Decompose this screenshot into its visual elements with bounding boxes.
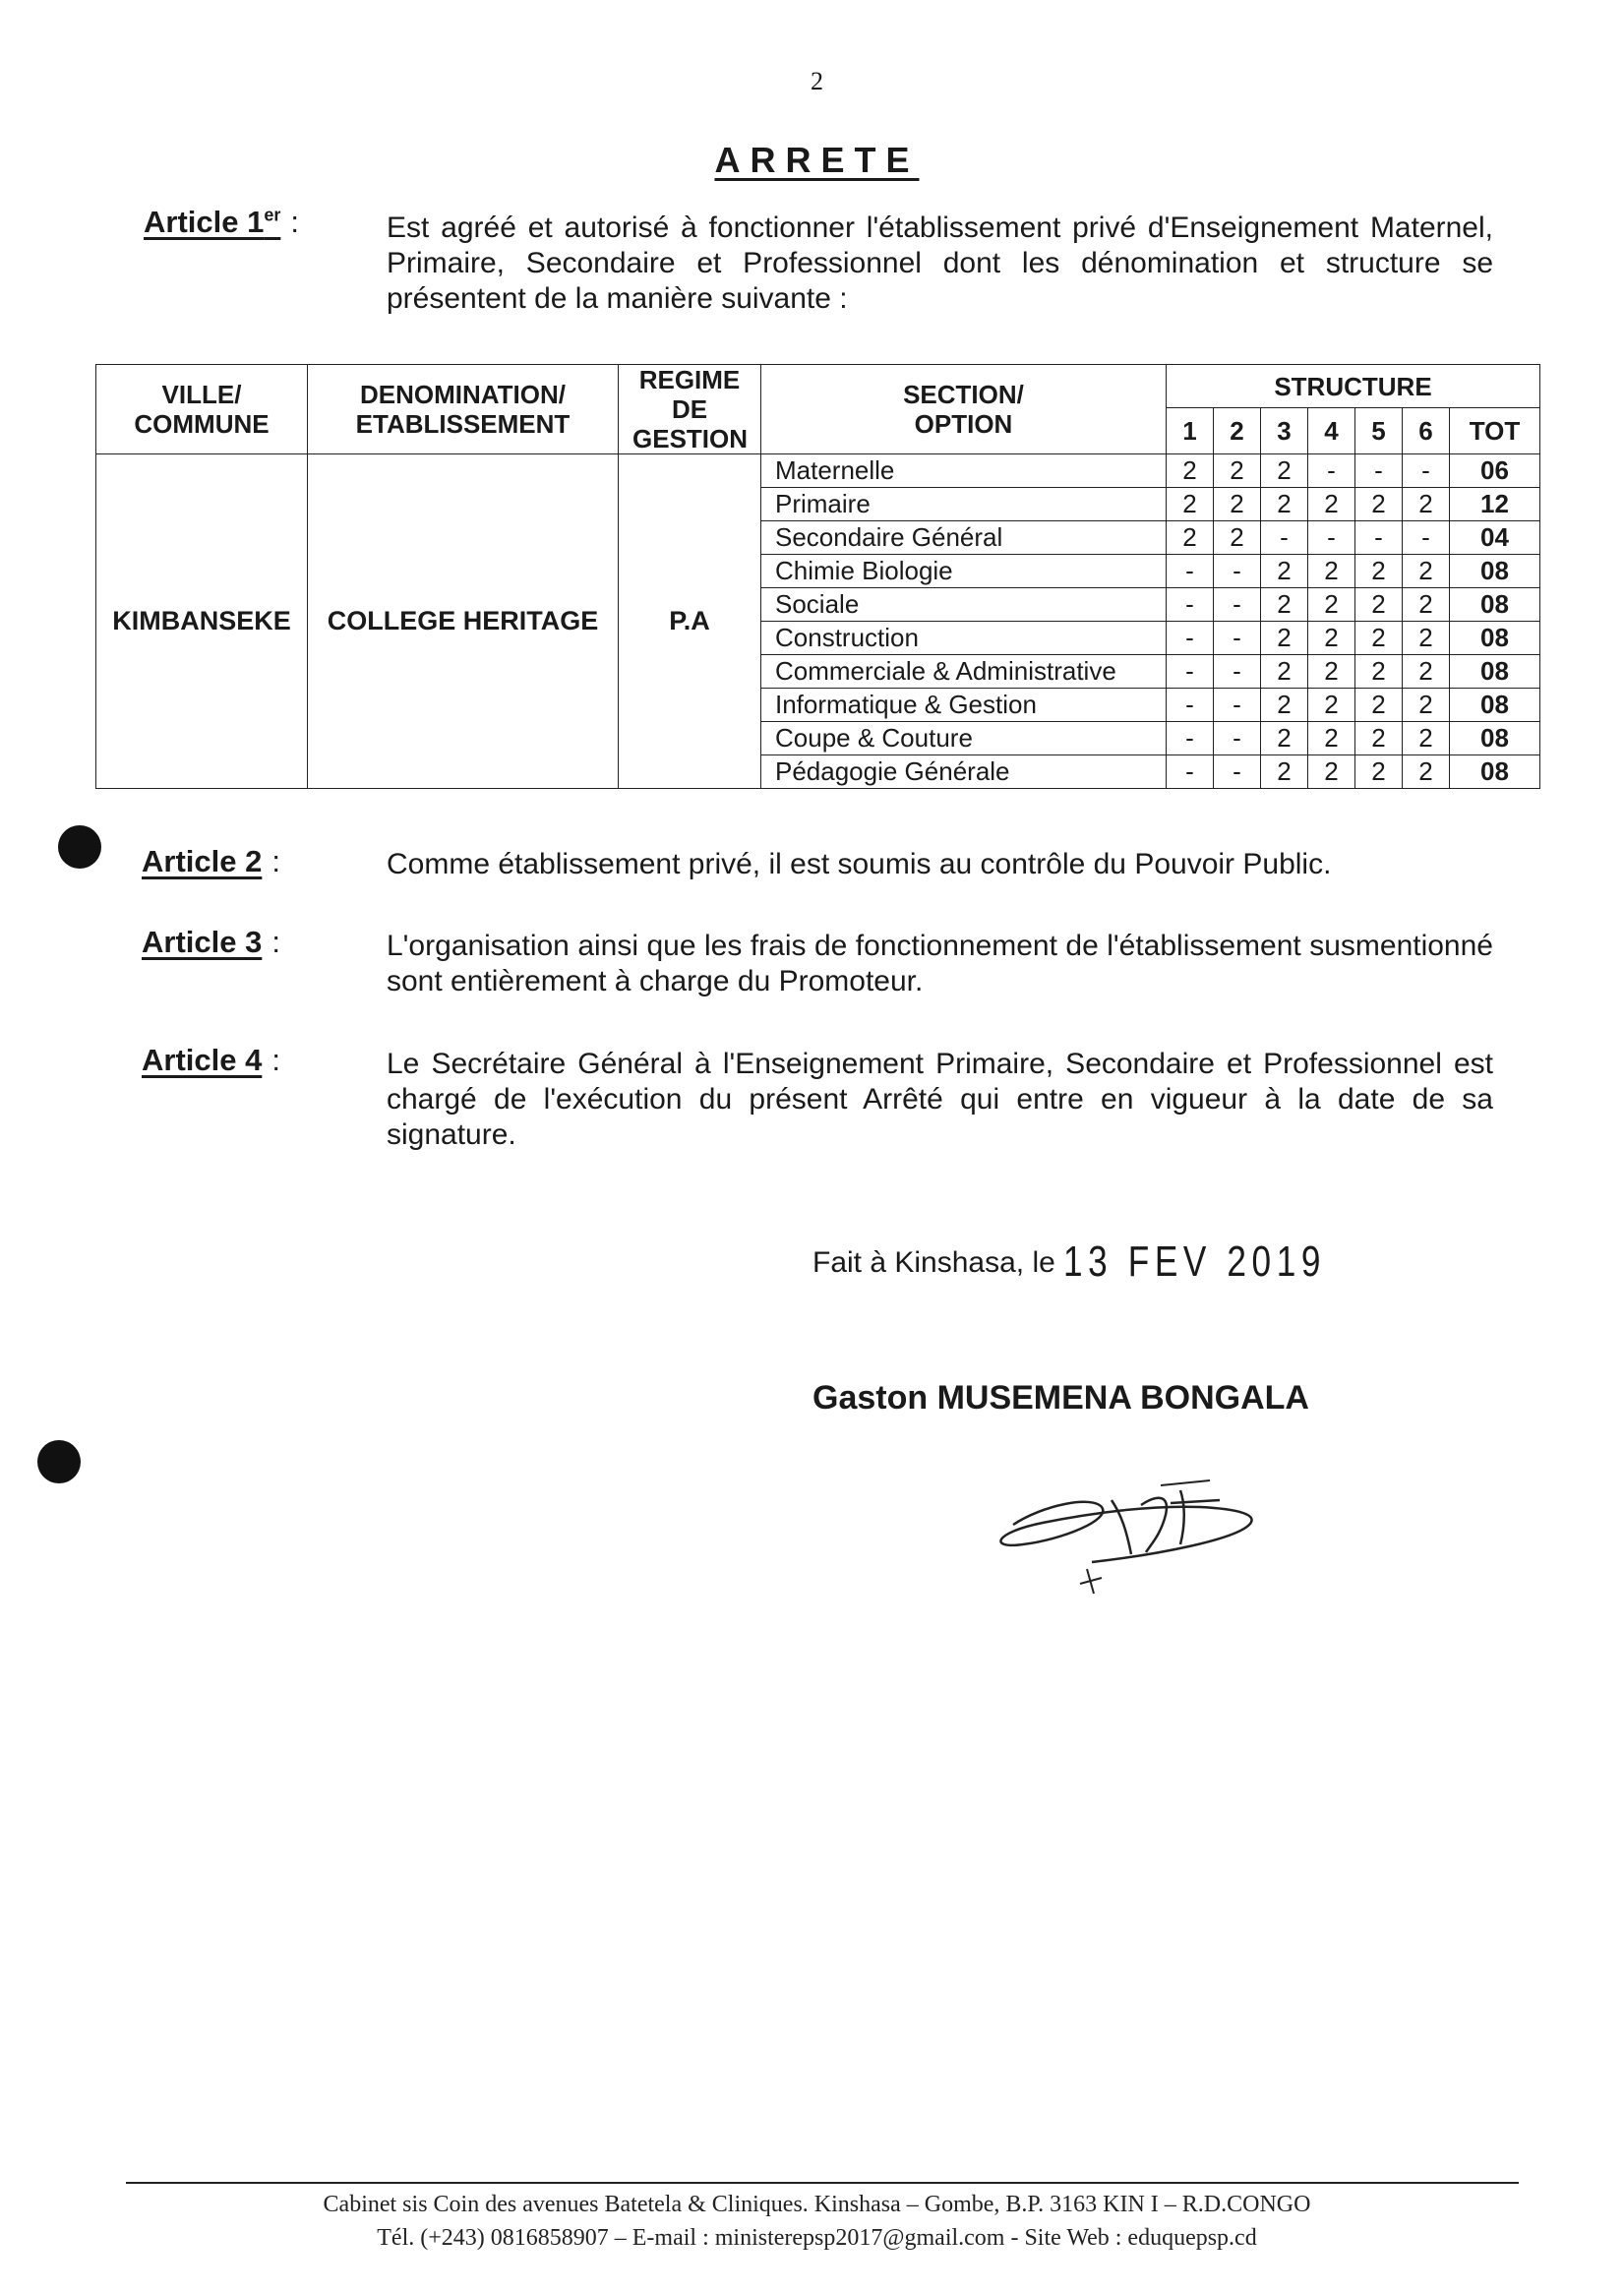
footer-address: Cabinet sis Coin des avenues Batetela & Cliniques. Kinshasa – Gombe, B.P. 3163 KIN I – R.D.CONGO	[323, 2192, 1311, 2217]
cell-year-5: 2	[1355, 488, 1403, 521]
cell-year-5: 2	[1355, 755, 1403, 789]
article-2-text: Comme établissement privé, il est soumis au contrôle du Pouvoir Public.	[387, 848, 1332, 880]
cell-year-1: -	[1167, 689, 1214, 722]
cell-denomination: COLLEGE HERITAGE	[308, 454, 619, 789]
cell-year-1: -	[1167, 622, 1214, 655]
cell-section: Chimie Biologie	[761, 555, 1167, 588]
article-2-colon: :	[271, 844, 280, 878]
article-4-label	[142, 1043, 280, 1078]
cell-year-1: 2	[1167, 454, 1214, 488]
cell-year-3: 2	[1261, 488, 1308, 521]
footer-contact: Tél. (+243) 0816858907 – E-mail : ministerepsp2017@gmail.com - Site Web : eduquepsp.cd	[377, 2225, 1257, 2251]
header-structure: STRUCTURE	[1167, 365, 1540, 408]
cell-year-5: 2	[1355, 588, 1403, 622]
cell-year-5: -	[1355, 454, 1403, 488]
cell-year-5: 2	[1355, 655, 1403, 689]
cell-year-2: -	[1214, 689, 1261, 722]
article-1-colon: :	[290, 205, 299, 239]
cell-total: 08	[1450, 722, 1540, 755]
cell-total: 08	[1450, 655, 1540, 689]
cell-section: Informatique & Gestion	[761, 689, 1167, 722]
cell-year-6: -	[1403, 521, 1450, 555]
cell-year-6: 2	[1403, 588, 1450, 622]
article-3-label	[142, 925, 280, 960]
cell-year-3: -	[1261, 521, 1308, 555]
cell-regime: P.A	[619, 454, 761, 789]
cell-year-2: -	[1214, 722, 1261, 755]
signer-name: Gaston MUSEMENA BONGALA	[812, 1379, 1309, 1417]
header-col-tot: TOT	[1450, 408, 1540, 454]
cell-year-5: 2	[1355, 622, 1403, 655]
cell-year-4: 2	[1308, 622, 1355, 655]
header-denomination: DENOMINATION/ ETABLISSEMENT	[308, 365, 619, 454]
place-and-date	[812, 1237, 1392, 1287]
header-col-6: 6	[1403, 408, 1450, 454]
cell-total: 06	[1450, 454, 1540, 488]
article-3-label-text: Article 3	[142, 925, 263, 959]
article-2-label-text: Article 2	[142, 844, 263, 878]
cell-year-4: -	[1308, 521, 1355, 555]
header-regime: REGIME DE GESTION	[619, 365, 761, 454]
header-section: SECTION/ OPTION	[761, 365, 1167, 454]
article-4-text: Le Secrétaire Général à l'Enseignement Primaire, Secondaire et Professionnel est chargé de l'exécution du présent Arrêté qui entre en vigueur à la date de sa signature.	[387, 1048, 1493, 1151]
cell-year-5: 2	[1355, 689, 1403, 722]
cell-total: 08	[1450, 588, 1540, 622]
cell-year-1: 2	[1167, 521, 1214, 555]
article-1-label-text: Article 1	[144, 205, 265, 239]
cell-section: Maternelle	[761, 454, 1167, 488]
article-4-label-text: Article 4	[142, 1043, 263, 1077]
cell-year-3: 2	[1261, 755, 1308, 789]
cell-year-4: 2	[1308, 722, 1355, 755]
punch-hole	[37, 1440, 81, 1483]
cell-total: 08	[1450, 555, 1540, 588]
date-stamp: 13 FEV 2019	[1063, 1237, 1327, 1286]
cell-total: 08	[1450, 755, 1540, 789]
header-ville: VILLE/ COMMUNE	[96, 365, 308, 454]
cell-year-1: -	[1167, 755, 1214, 789]
cell-section: Coupe & Couture	[761, 722, 1167, 755]
cell-total: 04	[1450, 521, 1540, 555]
cell-year-6: 2	[1403, 689, 1450, 722]
cell-year-4: -	[1308, 454, 1355, 488]
place-text: Fait à Kinshasa, le	[812, 1246, 1055, 1279]
cell-year-1: 2	[1167, 488, 1214, 521]
header-col-2: 2	[1214, 408, 1261, 454]
cell-year-1: -	[1167, 555, 1214, 588]
cell-section: Sociale	[761, 588, 1167, 622]
cell-year-3: 2	[1261, 722, 1308, 755]
signature	[984, 1446, 1298, 1633]
article-1-label	[144, 205, 299, 240]
cell-year-6: 2	[1403, 755, 1450, 789]
cell-year-1: -	[1167, 588, 1214, 622]
cell-total: 08	[1450, 622, 1540, 655]
cell-total: 08	[1450, 689, 1540, 722]
cell-year-2: 2	[1214, 521, 1261, 555]
cell-year-3: 2	[1261, 655, 1308, 689]
cell-year-4: 2	[1308, 488, 1355, 521]
cell-year-3: 2	[1261, 555, 1308, 588]
cell-year-3: 2	[1261, 622, 1308, 655]
header-col-4: 4	[1308, 408, 1355, 454]
cell-year-1: -	[1167, 722, 1214, 755]
table-row	[96, 454, 1540, 488]
cell-total: 12	[1450, 488, 1540, 521]
document-title: ARRETE	[714, 140, 920, 180]
cell-year-6: 2	[1403, 488, 1450, 521]
cell-year-2: -	[1214, 655, 1261, 689]
cell-year-2: 2	[1214, 488, 1261, 521]
cell-year-4: 2	[1308, 689, 1355, 722]
cell-year-6: 2	[1403, 655, 1450, 689]
cell-year-5: 2	[1355, 722, 1403, 755]
cell-year-6: 2	[1403, 555, 1450, 588]
cell-section: Primaire	[761, 488, 1167, 521]
article-4-colon: :	[271, 1043, 280, 1077]
cell-year-4: 2	[1308, 755, 1355, 789]
cell-year-1: -	[1167, 655, 1214, 689]
cell-year-2: -	[1214, 588, 1261, 622]
structure-table	[95, 364, 1540, 789]
cell-year-2: -	[1214, 555, 1261, 588]
cell-year-2: 2	[1214, 454, 1261, 488]
cell-year-2: -	[1214, 755, 1261, 789]
article-1-text: Est agréé et autorisé à fonctionner l'établissement privé d'Enseignement Maternel, Primaire, Secondaire et Professionnel dont les dénomination et structure se présentent de la manière suivante :	[387, 211, 1493, 315]
cell-year-2: -	[1214, 622, 1261, 655]
cell-year-6: -	[1403, 454, 1450, 488]
cell-year-3: 2	[1261, 689, 1308, 722]
footer-divider	[126, 2182, 1519, 2184]
cell-year-5: 2	[1355, 555, 1403, 588]
cell-section: Construction	[761, 622, 1167, 655]
cell-year-6: 2	[1403, 622, 1450, 655]
cell-year-3: 2	[1261, 454, 1308, 488]
page-number: 2	[811, 67, 823, 95]
punch-hole	[58, 825, 101, 869]
cell-year-4: 2	[1308, 588, 1355, 622]
article-3-text: L'organisation ainsi que les frais de fonctionnement de l'établissement susmentionné sont entièrement à charge du Promoteur.	[387, 930, 1493, 997]
cell-year-4: 2	[1308, 555, 1355, 588]
header-col-3: 3	[1261, 408, 1308, 454]
cell-year-3: 2	[1261, 588, 1308, 622]
cell-section: Pédagogie Générale	[761, 755, 1167, 789]
cell-ville: KIMBANSEKE	[96, 454, 308, 789]
cell-section: Commerciale & Administrative	[761, 655, 1167, 689]
article-1-sup: er	[264, 205, 281, 225]
cell-year-4: 2	[1308, 655, 1355, 689]
cell-section: Secondaire Général	[761, 521, 1167, 555]
header-col-1: 1	[1167, 408, 1214, 454]
article-2-label	[142, 844, 280, 879]
cell-year-6: 2	[1403, 722, 1450, 755]
article-3-colon: :	[271, 925, 280, 959]
cell-year-5: -	[1355, 521, 1403, 555]
header-col-5: 5	[1355, 408, 1403, 454]
